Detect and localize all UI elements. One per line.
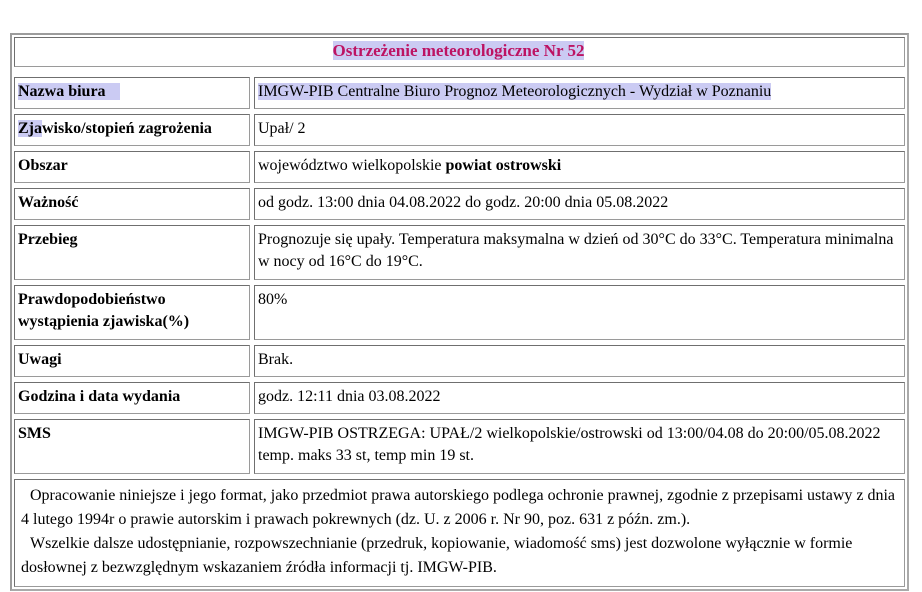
row-value-zjawisko bbox=[254, 114, 905, 146]
copyright-notice bbox=[14, 479, 905, 587]
row-label-nazwa-biura bbox=[14, 77, 250, 109]
row-label-uwagi bbox=[14, 345, 250, 377]
value-text: godz. 12:11 dnia 03.08.2022 bbox=[258, 388, 441, 405]
row-label-obszar bbox=[14, 151, 250, 183]
title-row bbox=[14, 37, 905, 67]
table-row-zjawisko bbox=[14, 114, 905, 146]
row-value-obszar bbox=[254, 151, 905, 183]
value-text: IMGW-PIB OSTRZEGA: UPAŁ/2 wielkopolskie/ostrowski od 13:00/04.08 do 20:00/05.08.2022 temp. maks 33 st, temp min 19 st. bbox=[258, 425, 881, 464]
row-value-uwagi bbox=[254, 345, 905, 377]
row-label-sms bbox=[14, 419, 250, 474]
label-text: Uwagi bbox=[18, 351, 62, 368]
row-label-prawdopodobienstwo bbox=[14, 285, 250, 340]
table-row-godzina-wydania bbox=[14, 382, 905, 414]
copyright-paragraph-2: Wszelkie dalsze udostępnianie, rozpowszechnianie (przedruk, kopiowanie, wiadomość sms) jest dozwolone wyłącznie w formie dosłownej z bezwzględnym wskazaniem źródła informacji tj. IMGW-PIB. bbox=[21, 535, 853, 576]
row-value-godzina-wydania bbox=[254, 382, 905, 414]
page-title: Ostrzeżenie meteorologiczne Nr 52 bbox=[332, 41, 585, 60]
value-text: Brak. bbox=[258, 351, 294, 368]
table-row-nazwa-biura bbox=[14, 77, 905, 109]
row-label-zjawisko bbox=[14, 114, 250, 146]
table-row-prawdopodobienstwo bbox=[14, 285, 905, 340]
value-text: od godz. 13:00 dnia 04.08.2022 do godz. 20:00 dnia 05.08.2022 bbox=[258, 194, 669, 211]
row-label-godzina-wydania bbox=[14, 382, 250, 414]
label-text: Obszar bbox=[18, 157, 68, 174]
table-row-przebieg bbox=[14, 225, 905, 280]
selected-text: IMGW-PIB Centralne Biuro Prognoz Meteorologicznych - Wydział w Poznaniu bbox=[258, 83, 772, 100]
row-label-przebieg bbox=[14, 225, 250, 280]
label-text: Godzina i data wydania bbox=[18, 388, 181, 405]
value-text: Upał/ 2 bbox=[258, 120, 306, 137]
title-cell bbox=[14, 37, 905, 67]
value-text: województwo wielkopolskie bbox=[258, 157, 446, 174]
footer-row bbox=[14, 479, 905, 587]
table-row-uwagi bbox=[14, 345, 905, 377]
selected-text: Zja bbox=[18, 120, 42, 137]
label-text: Prawdopodobieństwo wystąpienia zjawiska(%) bbox=[18, 291, 190, 330]
table-row-sms bbox=[14, 419, 905, 474]
table-row-waznosc bbox=[14, 188, 905, 220]
row-value-prawdopodobienstwo bbox=[254, 285, 905, 340]
row-value-przebieg bbox=[254, 225, 905, 280]
copyright-paragraph-1: Opracowanie niniejsze i jego format, jako przedmiot prawa autorskiego podlega ochronie prawnej, zgodnie z przepisami ustawy z dnia 4 lutego 1994r o prawie autorskim i prawach pokrewnych (dz. U. z 2006 r. Nr 90, poz. 631 z późn. zm.). bbox=[21, 487, 896, 528]
value-text: 80% bbox=[258, 291, 288, 308]
label-text: Przebieg bbox=[18, 231, 78, 248]
row-value-nazwa-biura bbox=[254, 77, 905, 109]
label-text: Ważność bbox=[18, 194, 79, 211]
selected-text: Nazwa biura bbox=[18, 83, 120, 100]
row-label-waznosc bbox=[14, 188, 250, 220]
table-row-obszar bbox=[14, 151, 905, 183]
value-text: Prognozuje się upały. Temperatura maksymalna w dzień od 30°C do 33°C. Temperatura minimalna w nocy od 16°C do 19°C. bbox=[258, 231, 894, 270]
warning-table bbox=[10, 33, 909, 591]
row-value-sms bbox=[254, 419, 905, 474]
label-text: wisko/stopień zagrożenia bbox=[42, 120, 212, 137]
row-value-waznosc bbox=[254, 188, 905, 220]
label-text: SMS bbox=[18, 425, 51, 442]
value-text-bold: powiat ostrowski bbox=[445, 157, 562, 174]
